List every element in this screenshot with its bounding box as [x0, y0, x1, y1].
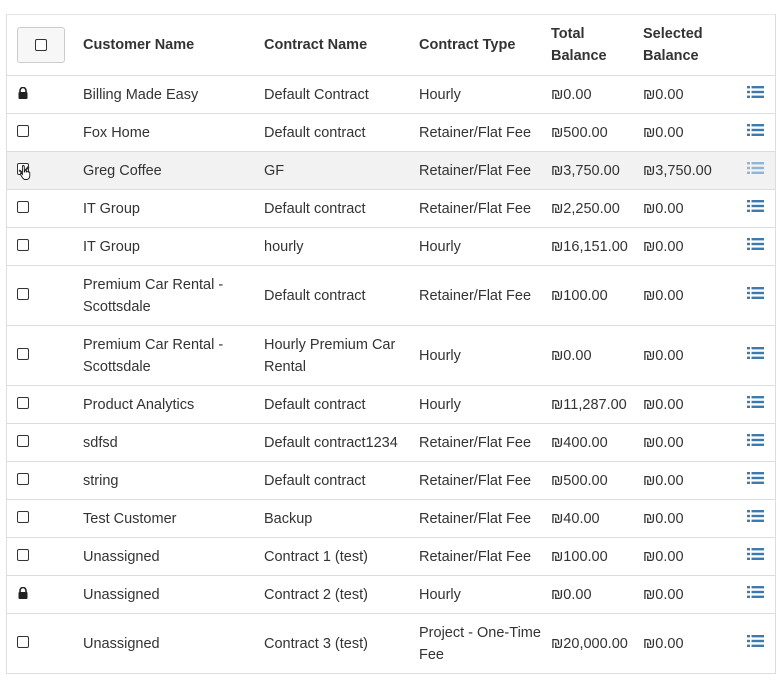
selected-balance-cell: ₪0.00: [639, 386, 735, 424]
row-actions-cell: [735, 152, 775, 190]
contract-name-cell: Default contract: [260, 266, 415, 326]
total-balance-cell: ₪2,250.00: [547, 190, 639, 228]
contract-name-cell: Default contract: [260, 190, 415, 228]
contract-type-cell: Retainer/Flat Fee: [415, 190, 547, 228]
total-balance-cell: ₪100.00: [547, 266, 639, 326]
list-details-icon[interactable]: [747, 160, 764, 182]
contract-type-cell: Hourly: [415, 76, 547, 114]
contract-type-cell: Retainer/Flat Fee: [415, 500, 547, 538]
total-balance-cell: ₪11,287.00: [547, 386, 639, 424]
customer-name-cell: Greg Coffee: [79, 152, 260, 190]
row-checkbox-wrapper[interactable]: [17, 633, 31, 647]
table-row[interactable]: [7, 266, 775, 326]
list-details-icon[interactable]: [747, 432, 764, 454]
customer-name-cell: sdfsd: [79, 424, 260, 462]
row-checkbox-wrapper[interactable]: [17, 394, 31, 408]
contract-type-cell: Hourly: [415, 326, 547, 386]
total-balance-cell: ₪3,750.00: [547, 152, 639, 190]
selected-balance-cell: ₪0.00: [639, 576, 735, 614]
table-row[interactable]: [7, 152, 775, 190]
table-row[interactable]: [7, 424, 775, 462]
lock-icon: [17, 584, 29, 606]
contract-name-cell: hourly: [260, 228, 415, 266]
customer-name-cell: Unassigned: [79, 538, 260, 576]
contract-name-cell: Default Contract: [260, 76, 415, 114]
selected-balance-cell: ₪0.00: [639, 500, 735, 538]
contract-type-cell: Retainer/Flat Fee: [415, 424, 547, 462]
customer-name-cell: Billing Made Easy: [79, 76, 260, 114]
row-checkbox[interactable]: [17, 549, 29, 561]
row-select-cell: [7, 190, 79, 228]
selected-balance-cell: ₪0.00: [639, 462, 735, 500]
total-balance-cell: ₪0.00: [547, 326, 639, 386]
list-details-icon[interactable]: [747, 122, 764, 144]
contract-type-cell: Hourly: [415, 228, 547, 266]
row-actions-cell: [735, 266, 775, 326]
row-checkbox[interactable]: [17, 636, 29, 648]
table-body: [7, 76, 775, 674]
total-balance-cell: ₪500.00: [547, 462, 639, 500]
header-selected-balance[interactable]: Selected Balance: [639, 15, 735, 76]
row-checkbox[interactable]: [17, 348, 29, 360]
selected-balance-cell: ₪0.00: [639, 76, 735, 114]
table-row[interactable]: [7, 614, 775, 674]
list-details-icon[interactable]: [747, 394, 764, 416]
list-details-icon[interactable]: [747, 633, 764, 655]
row-checkbox[interactable]: [17, 397, 29, 409]
contract-name-cell: Contract 3 (test): [260, 614, 415, 674]
row-actions-cell: [735, 76, 775, 114]
row-select-cell: [7, 614, 79, 674]
row-checkbox[interactable]: [17, 239, 29, 251]
list-details-icon[interactable]: [747, 285, 764, 307]
row-select-cell: [7, 386, 79, 424]
selected-balance-cell: ₪0.00: [639, 228, 735, 266]
table-row[interactable]: [7, 228, 775, 266]
select-all-button[interactable]: [17, 27, 65, 63]
selected-balance-cell: ₪0.00: [639, 114, 735, 152]
row-checkbox-wrapper[interactable]: [17, 546, 31, 560]
row-actions-cell: [735, 114, 775, 152]
row-checkbox[interactable]: [17, 511, 29, 523]
contract-type-cell: Hourly: [415, 576, 547, 614]
selected-balance-cell: ₪0.00: [639, 326, 735, 386]
selected-balance-cell: ₪0.00: [639, 538, 735, 576]
contract-name-cell: Default contract: [260, 386, 415, 424]
row-select-cell: [7, 76, 79, 114]
lock-icon: [17, 84, 29, 106]
contract-name-cell: Backup: [260, 500, 415, 538]
table-row[interactable]: [7, 386, 775, 424]
customer-name-cell: Fox Home: [79, 114, 260, 152]
table-row[interactable]: [7, 462, 775, 500]
row-actions-cell: [735, 500, 775, 538]
customer-name-cell: Unassigned: [79, 614, 260, 674]
list-details-icon[interactable]: [747, 84, 764, 106]
row-select-cell: [7, 266, 79, 326]
contract-type-cell: Retainer/Flat Fee: [415, 266, 547, 326]
selected-balance-cell: ₪0.00: [639, 190, 735, 228]
contract-name-cell: Default contract: [260, 114, 415, 152]
row-actions-cell: [735, 190, 775, 228]
row-select-cell: [7, 424, 79, 462]
select-all-checkbox[interactable]: [35, 39, 47, 51]
header-contract-name[interactable]: Contract Name: [260, 15, 415, 76]
contract-type-cell: Retainer/Flat Fee: [415, 462, 547, 500]
total-balance-cell: ₪0.00: [547, 76, 639, 114]
total-balance-cell: ₪0.00: [547, 576, 639, 614]
header-actions: [735, 15, 775, 76]
selected-balance-cell: ₪0.00: [639, 266, 735, 326]
contract-name-cell: Default contract: [260, 462, 415, 500]
row-checkbox-wrapper[interactable]: [17, 285, 31, 299]
selected-balance-cell: ₪0.00: [639, 424, 735, 462]
row-actions-cell: [735, 538, 775, 576]
row-select-cell: [7, 576, 79, 614]
row-checkbox[interactable]: [17, 435, 29, 447]
row-checkbox-wrapper[interactable]: [17, 160, 31, 174]
customer-name-cell: Premium Car Rental - Scottsdale: [79, 266, 260, 326]
list-details-icon[interactable]: [747, 198, 764, 220]
row-checkbox[interactable]: [17, 473, 29, 485]
contract-type-cell: Project - One-Time Fee: [415, 614, 547, 674]
hand-cursor-icon: [19, 164, 33, 180]
row-actions-cell: [735, 576, 775, 614]
row-checkbox-wrapper[interactable]: [17, 470, 31, 484]
table-row[interactable]: [7, 114, 775, 152]
row-checkbox-wrapper[interactable]: [17, 432, 31, 446]
contract-name-cell: Default contract1234: [260, 424, 415, 462]
table-header-row: [7, 15, 775, 76]
table-row[interactable]: [7, 326, 775, 386]
total-balance-cell: ₪16,151.00: [547, 228, 639, 266]
contracts-table-container: [6, 14, 776, 674]
row-checkbox-wrapper[interactable]: [17, 236, 31, 250]
row-checkbox[interactable]: [17, 125, 29, 137]
row-actions-cell: [735, 386, 775, 424]
customer-name-cell: Premium Car Rental - Scottsdale: [79, 326, 260, 386]
contract-type-cell: Retainer/Flat Fee: [415, 114, 547, 152]
contract-name-cell: Hourly Premium Car Rental: [260, 326, 415, 386]
total-balance-cell: ₪40.00: [547, 500, 639, 538]
row-actions-cell: [735, 424, 775, 462]
total-balance-cell: ₪20,000.00: [547, 614, 639, 674]
row-select-cell: [7, 538, 79, 576]
row-select-cell: [7, 114, 79, 152]
contract-type-cell: Hourly: [415, 386, 547, 424]
row-select-cell: [7, 326, 79, 386]
row-checkbox-wrapper[interactable]: [17, 122, 31, 136]
row-actions-cell: [735, 326, 775, 386]
total-balance-cell: ₪400.00: [547, 424, 639, 462]
table-row[interactable]: [7, 76, 775, 114]
row-actions-cell: [735, 614, 775, 674]
header-total-balance[interactable]: Total Balance: [547, 15, 639, 76]
customer-name-cell: Product Analytics: [79, 386, 260, 424]
row-actions-cell: [735, 228, 775, 266]
contract-name-cell: GF: [260, 152, 415, 190]
list-details-icon[interactable]: [747, 470, 764, 492]
header-customer-name[interactable]: Customer Name: [79, 15, 260, 76]
contract-type-cell: Retainer/Flat Fee: [415, 152, 547, 190]
list-details-icon[interactable]: [747, 584, 764, 606]
table-row[interactable]: [7, 500, 775, 538]
row-checkbox[interactable]: [17, 288, 29, 300]
total-balance-cell: ₪500.00: [547, 114, 639, 152]
list-details-icon[interactable]: [747, 546, 764, 568]
selected-balance-cell: ₪3,750.00: [639, 152, 735, 190]
customer-name-cell: IT Group: [79, 190, 260, 228]
contract-type-cell: Retainer/Flat Fee: [415, 538, 547, 576]
list-details-icon[interactable]: [747, 236, 764, 258]
customer-name-cell: Unassigned: [79, 576, 260, 614]
customer-name-cell: string: [79, 462, 260, 500]
customer-name-cell: Test Customer: [79, 500, 260, 538]
row-checkbox-wrapper[interactable]: [17, 508, 31, 522]
row-select-cell: [7, 228, 79, 266]
customer-name-cell: IT Group: [79, 228, 260, 266]
header-contract-type[interactable]: Contract Type: [415, 15, 547, 76]
list-details-icon[interactable]: [747, 345, 764, 367]
list-details-icon[interactable]: [747, 508, 764, 530]
table-row[interactable]: [7, 576, 775, 614]
row-checkbox-wrapper[interactable]: [17, 345, 31, 359]
table-row[interactable]: [7, 190, 775, 228]
row-select-cell: [7, 152, 79, 190]
selected-balance-cell: ₪0.00: [639, 614, 735, 674]
row-actions-cell: [735, 462, 775, 500]
table-row[interactable]: [7, 538, 775, 576]
row-select-cell: [7, 500, 79, 538]
total-balance-cell: ₪100.00: [547, 538, 639, 576]
row-select-cell: [7, 462, 79, 500]
contract-name-cell: Contract 1 (test): [260, 538, 415, 576]
contract-name-cell: Contract 2 (test): [260, 576, 415, 614]
row-checkbox[interactable]: [17, 201, 29, 213]
header-select-all-cell: [7, 15, 79, 76]
row-checkbox-wrapper[interactable]: [17, 198, 31, 212]
contracts-table: [7, 15, 775, 674]
